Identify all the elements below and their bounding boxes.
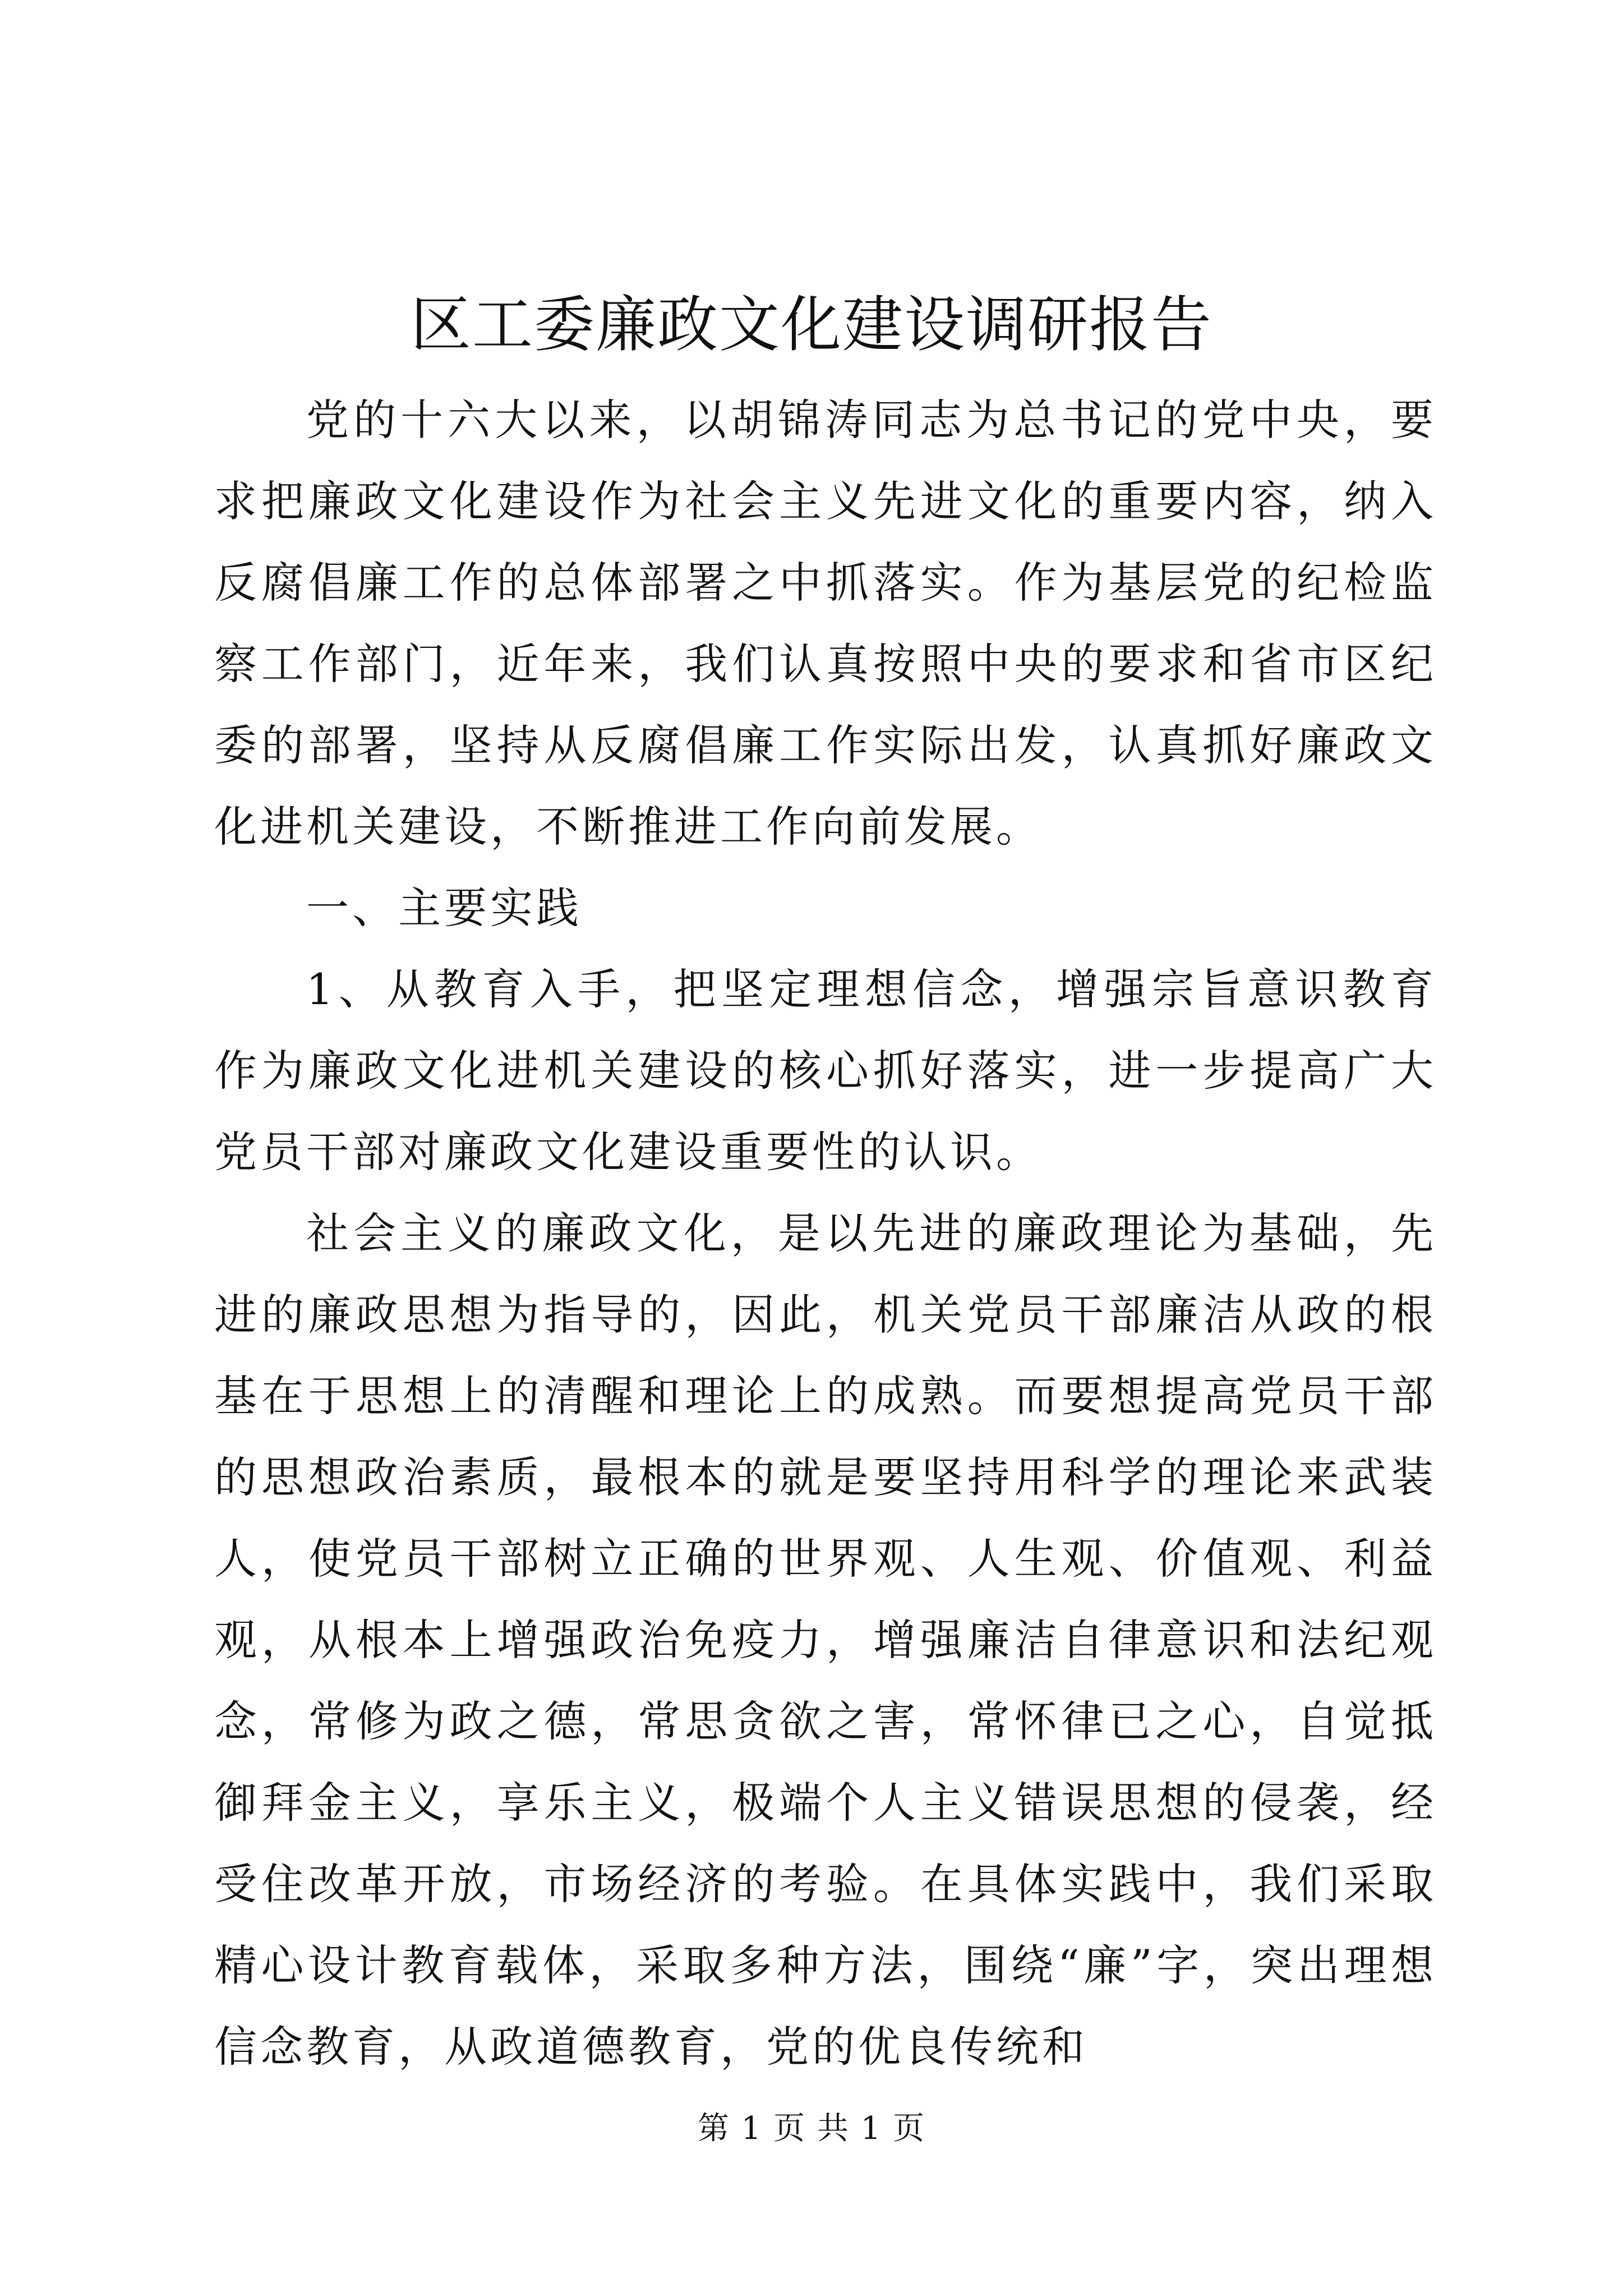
paragraph-item-1: 1、从教育入手，把坚定理想信念，增强宗旨意识教育作为廉政文化进机关建设的核心抓好落实，进一步提高广大党员干部对廉政文化建设重要性的认识。 <box>214 964 1437 1177</box>
paragraph-body: 社会主义的廉政文化，是以先进的廉政理论为基础，先进的廉政思想为指导的，因此，机关党员干部廉洁从政的根基在于思想上的清醒和理论上的成熟。而要想提高党员干部的思想政治素质，最根本的就是要坚持用科学的理论来武装人，使党员干部树立正确的世界观、人生观、价值观、利益观，从根本上增强政治免疫力，增强廉洁自律意识和法纪观念，常修为政之德，常思贪欲之害，常怀律已之心，自觉抵御拜金主义，享乐主义，极端个人主义错误思想的侵袭，经受住改革开放，市场经济的考验。在具体实践中，我们采取精心设计教育载体，采取多种方法，围绕“廉”字，突出理想信念教育，从政道德教育，党的优良传统和 <box>214 1208 1437 2072</box>
section-heading-main-practice: 一、主要实践 <box>306 883 582 933</box>
document-title: 区工委廉政文化建设调研报告 <box>410 290 1212 360</box>
paragraph-intro: 党的十六大以来，以胡锦涛同志为总书记的党中央，要求把廉政文化建设作为社会主义先进文化的重要内容，纳入反腐倡廉工作的总体部署之中抓落实。作为基层党的纪检监察工作部门，近年来，我们认真按照中央的要求和省市区纪委的部署，坚持从反腐倡廉工作实际出发，认真抓好廉政文化进机关建设，不断推进工作向前发展。 <box>214 395 1437 852</box>
document-body <box>214 379 1437 2087</box>
page-footer: 第 1 页 共 1 页 <box>697 2110 926 2147</box>
